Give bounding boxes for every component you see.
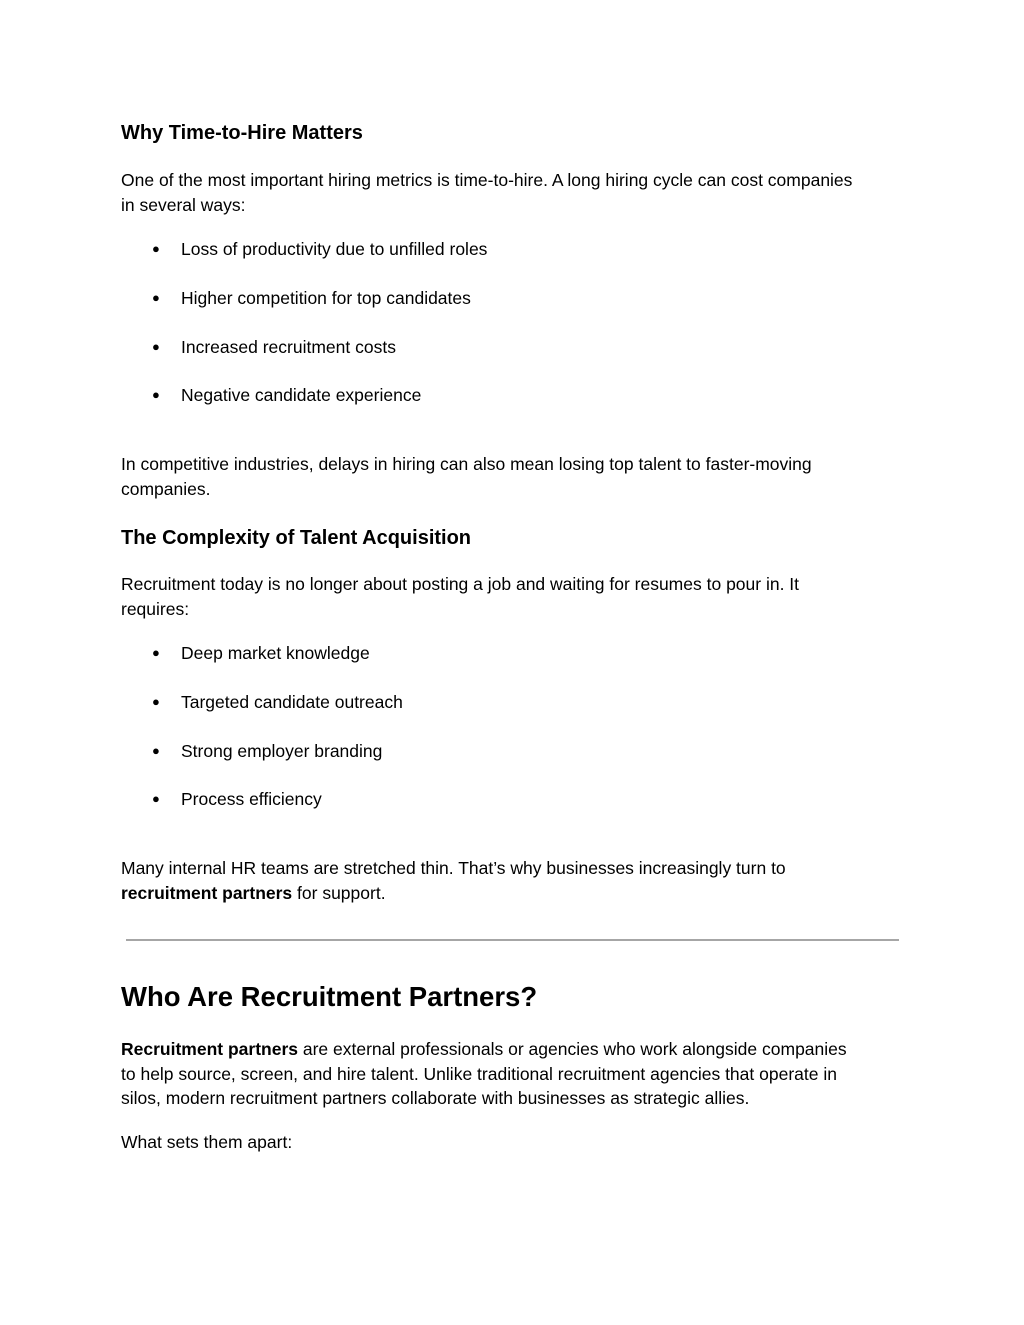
horizontal-divider	[126, 939, 899, 941]
section2-outro	[121, 856, 901, 905]
section2-outro-line1: Many internal HR teams are stretched thin. That’s why businesses increasingly turn to	[121, 858, 786, 878]
section-heading-who-are-partners: Who Are Recruitment Partners?	[121, 981, 538, 1012]
section2-intro-line2: requires:	[121, 598, 190, 619]
section1-intro	[121, 168, 901, 217]
section3-closing: What sets them apart:	[121, 1132, 293, 1152]
section2-intro-line1: Recruitment today is no longer about posting a job and waiting for resumes to pour in. It	[121, 574, 800, 594]
bullet-icon: ●	[152, 694, 160, 709]
section1-intro-line1: One of the most important hiring metrics is time-to-hire. A long hiring cycle can cost companies	[121, 170, 853, 190]
bullet-icon: ●	[152, 339, 160, 354]
bullet-icon: ●	[152, 290, 160, 305]
list-item-text: Loss of productivity due to unfilled roles	[181, 239, 488, 259]
list-item-text: Deep market knowledge	[181, 643, 370, 663]
bold-term: Recruitment partners	[121, 1039, 298, 1059]
bullet-icon: ●	[152, 791, 160, 806]
bullet-icon: ●	[152, 241, 160, 256]
section2-outro-rest: for support.	[292, 882, 386, 903]
section3-line1-rest: are external professionals or agencies who work alongside companies	[298, 1039, 847, 1059]
section2-intro	[121, 572, 901, 621]
section3-line3: silos, modern recruitment partners collaborate with businesses as strategic allies.	[121, 1088, 750, 1108]
section1-outro	[121, 452, 901, 501]
list-item-text: Negative candidate experience	[181, 385, 422, 405]
bullet-icon: ●	[152, 645, 160, 660]
list-item-text: Higher competition for top candidates	[181, 288, 471, 308]
bullet-icon: ●	[152, 387, 160, 402]
section1-outro-line1: In competitive industries, delays in hiring can also mean losing top talent to faster-moving	[121, 454, 812, 474]
section1-outro-line2: companies.	[121, 478, 211, 499]
list-item-text: Targeted candidate outreach	[181, 692, 403, 712]
section1-intro-line2: in several ways:	[121, 194, 246, 215]
section-heading-time-to-hire: Why Time-to-Hire Matters	[121, 122, 363, 144]
bold-term: recruitment partners	[121, 882, 293, 903]
list-item-text: Increased recruitment costs	[181, 337, 396, 357]
section3-line2: to help source, screen, and hire talent. Unlike traditional recruitment agencies that operate in	[121, 1063, 837, 1084]
section-heading-complexity: The Complexity of Talent Acquisition	[121, 527, 472, 549]
section3-paragraph	[121, 1037, 901, 1111]
list-item-text: Process efficiency	[181, 789, 322, 809]
list-item-text: Strong employer branding	[181, 741, 383, 761]
bullet-icon: ●	[152, 743, 160, 758]
